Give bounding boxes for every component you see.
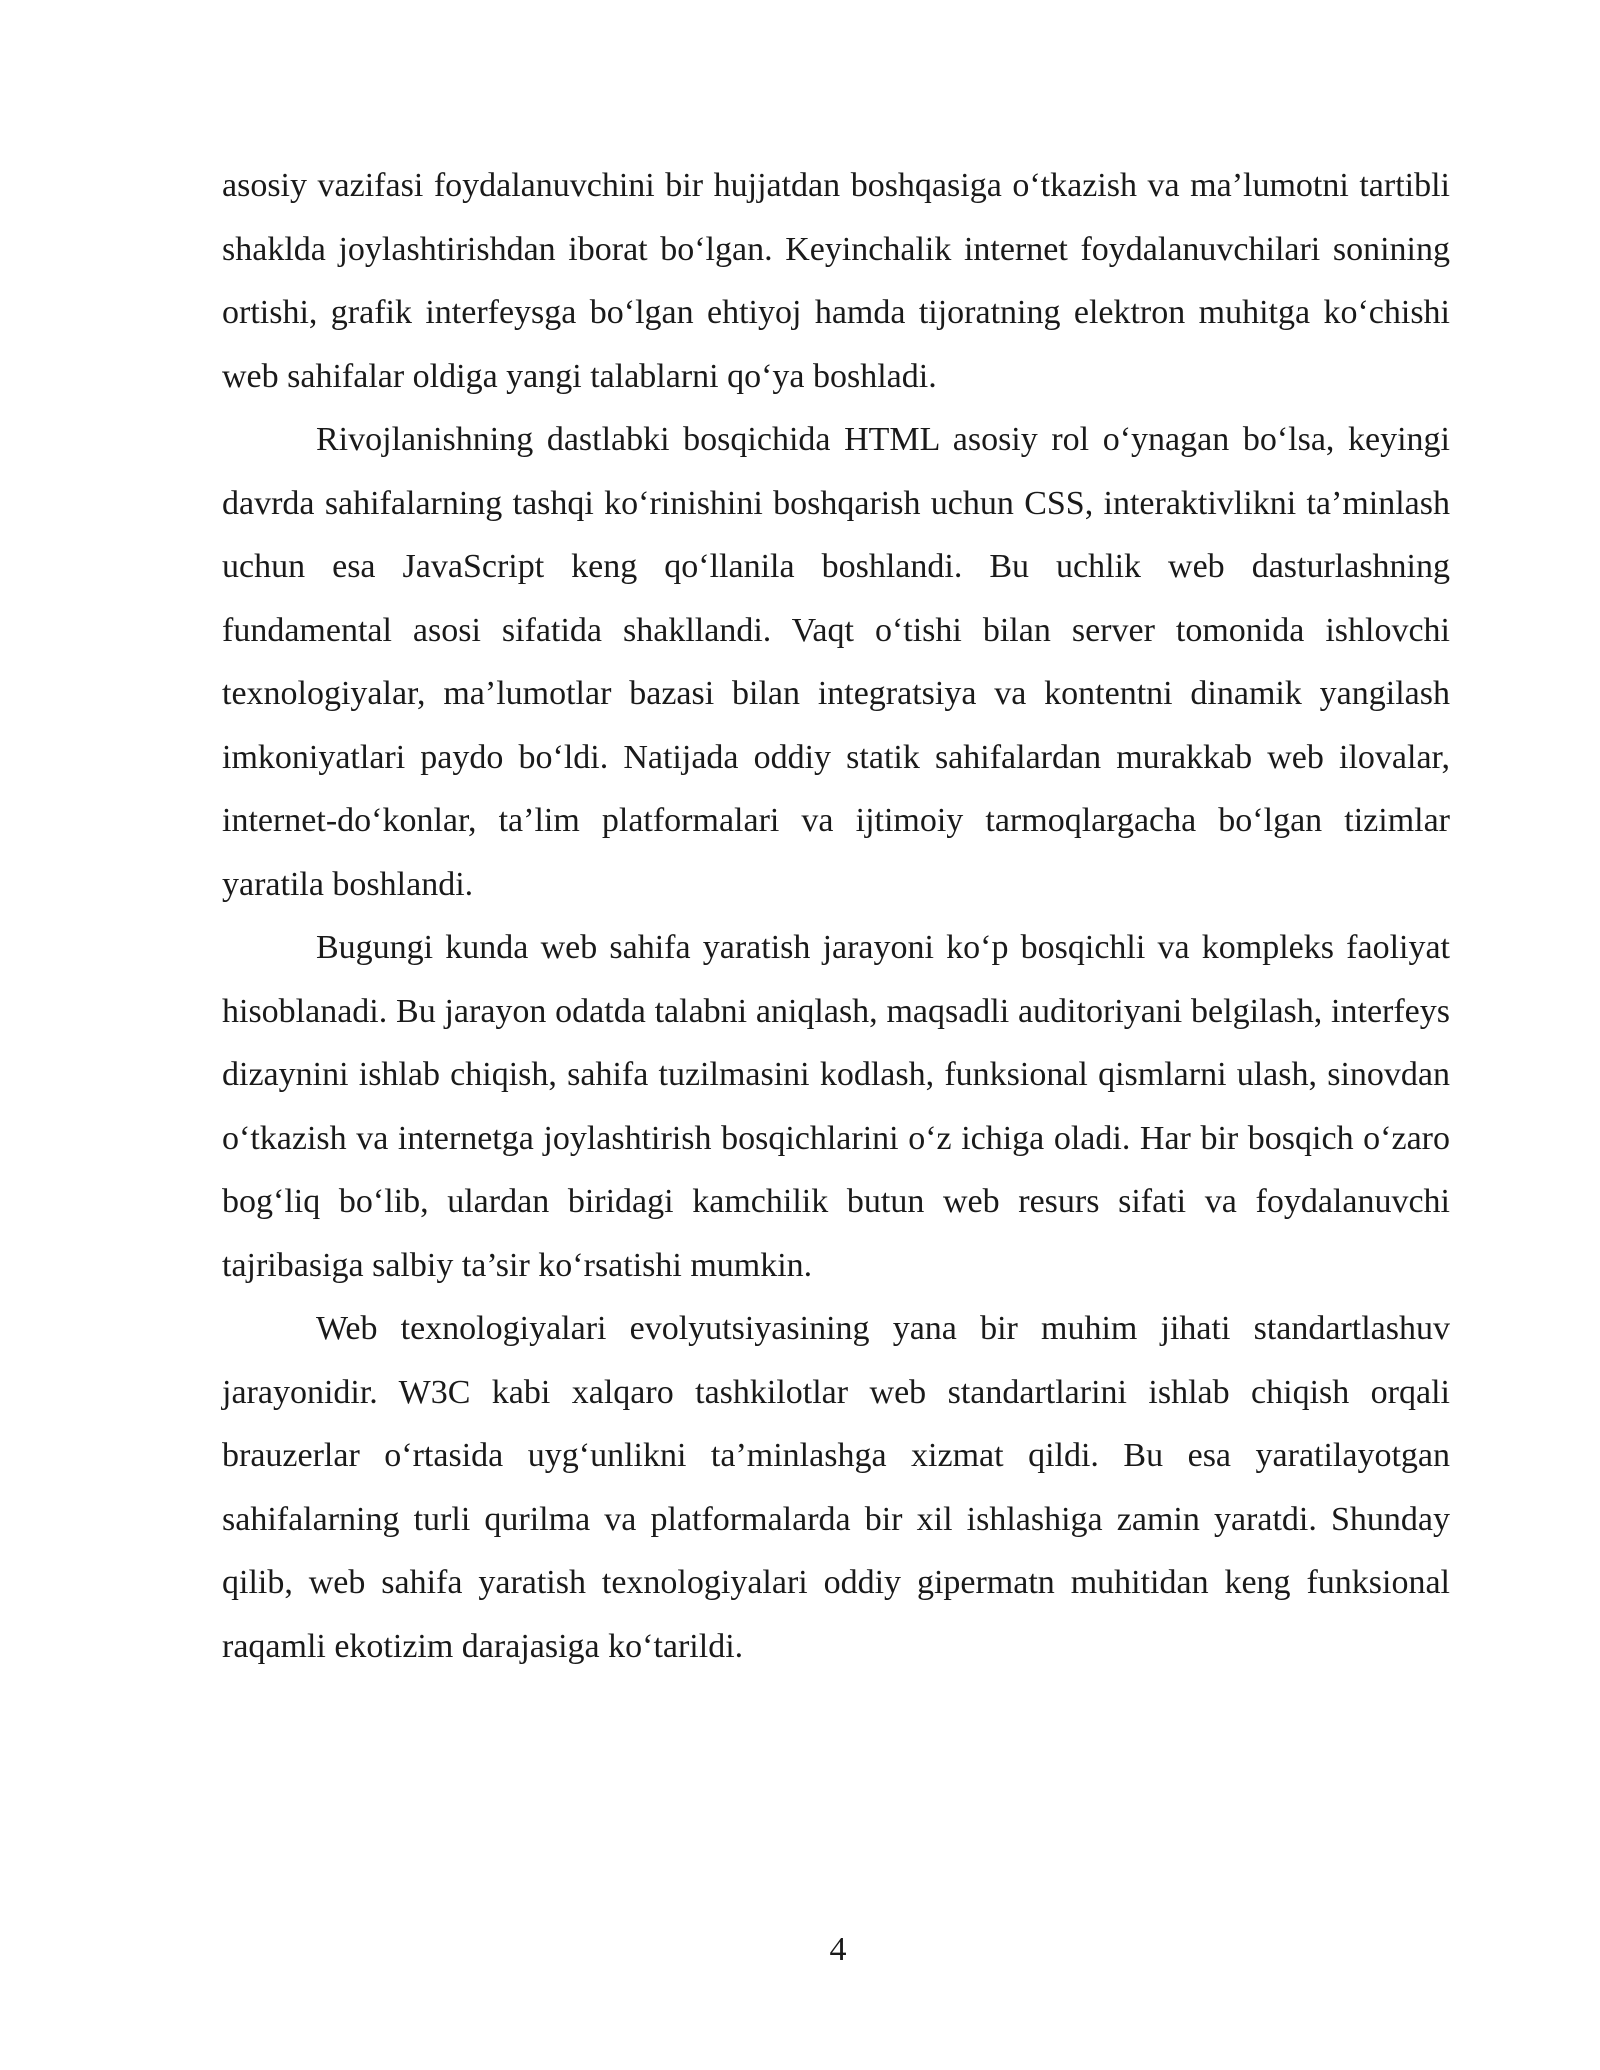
paragraph: Web texnologiyalari evolyutsiyasining yana bir muhim jihati standartlashuv jarayonidir. W3C kabi xalqaro tashkilotlar web standartlarini ishlab chiqish orqali brauzerlar o‘rtasida uyg‘unlikni ta’minlashga xizmat qildi. Bu esa yaratilayotgan sahifalarning turli qurilma va platformalarda bir xil ishlashiga zamin yaratdi. Shunday qilib, web sahifa yaratish texnologiyalari oddiy gipermatn muhitidan keng funksional raqamli ekotizim darajasiga ko‘tarildi. (222, 1310, 1450, 1665)
paragraph-continuation: asosiy vazifasi foydalanuvchini bir hujjatdan boshqasiga o‘tkazish va ma’lumotni tartibli shaklda joylashtirishdan iborat bo‘lgan. Keyinchalik internet foydalanuvchilari sonining ortishi, grafik interfeysga bo‘lgan ehtiyoj hamda tijoratning elektron muhitga ko‘chishi web sahifalar oldiga yangi talablarni qo‘ya boshladi. (222, 167, 1450, 395)
paragraph: Rivojlanishning dastlabki bosqichida HTML asosiy rol o‘ynagan bo‘lsa, keyingi davrda sahifalarning tashqi ko‘rinishini boshqarish uchun CSS, interaktivlikni ta’minlash uchun esa JavaScript keng qo‘llanila boshlandi. Bu uchlik web dasturlashning fundamental asosi sifatida shakllandi. Vaqt o‘tishi bilan server tomonida ishlovchi texnologiyalar, ma’lumotlar bazasi bilan integratsiya va kontentni dinamik yangilash imkoniyatlari paydo bo‘ldi. Natijada oddiy statik sahifalardan murakkab web ilovalar, internet-do‘konlar, ta’lim platformalari va ijtimoiy tarmoqlargacha bo‘lgan tizimlar yaratila boshlandi. (222, 421, 1450, 903)
paragraph: Bugungi kunda web sahifa yaratish jarayoni ko‘p bosqichli va kompleks faoliyat hisoblanadi. Bu jarayon odatda talabni aniqlash, maqsadli auditoriyani belgilash, interfeys dizaynini ishlab chiqish, sahifa tuzilmasini kodlash, funksional qismlarni ulash, sinovdan o‘tkazish va internetga joylashtirish bosqichlarini o‘z ichiga oladi. Har bir bosqich o‘zaro bog‘liq bo‘lib, ulardan biridagi kamchilik butun web resurs sifati va foydalanuvchi tajribasiga salbiy ta’sir ko‘rsatishi mumkin. (222, 929, 1450, 1284)
body-text (222, 154, 1450, 1678)
page-number: 4 (829, 1931, 847, 1968)
